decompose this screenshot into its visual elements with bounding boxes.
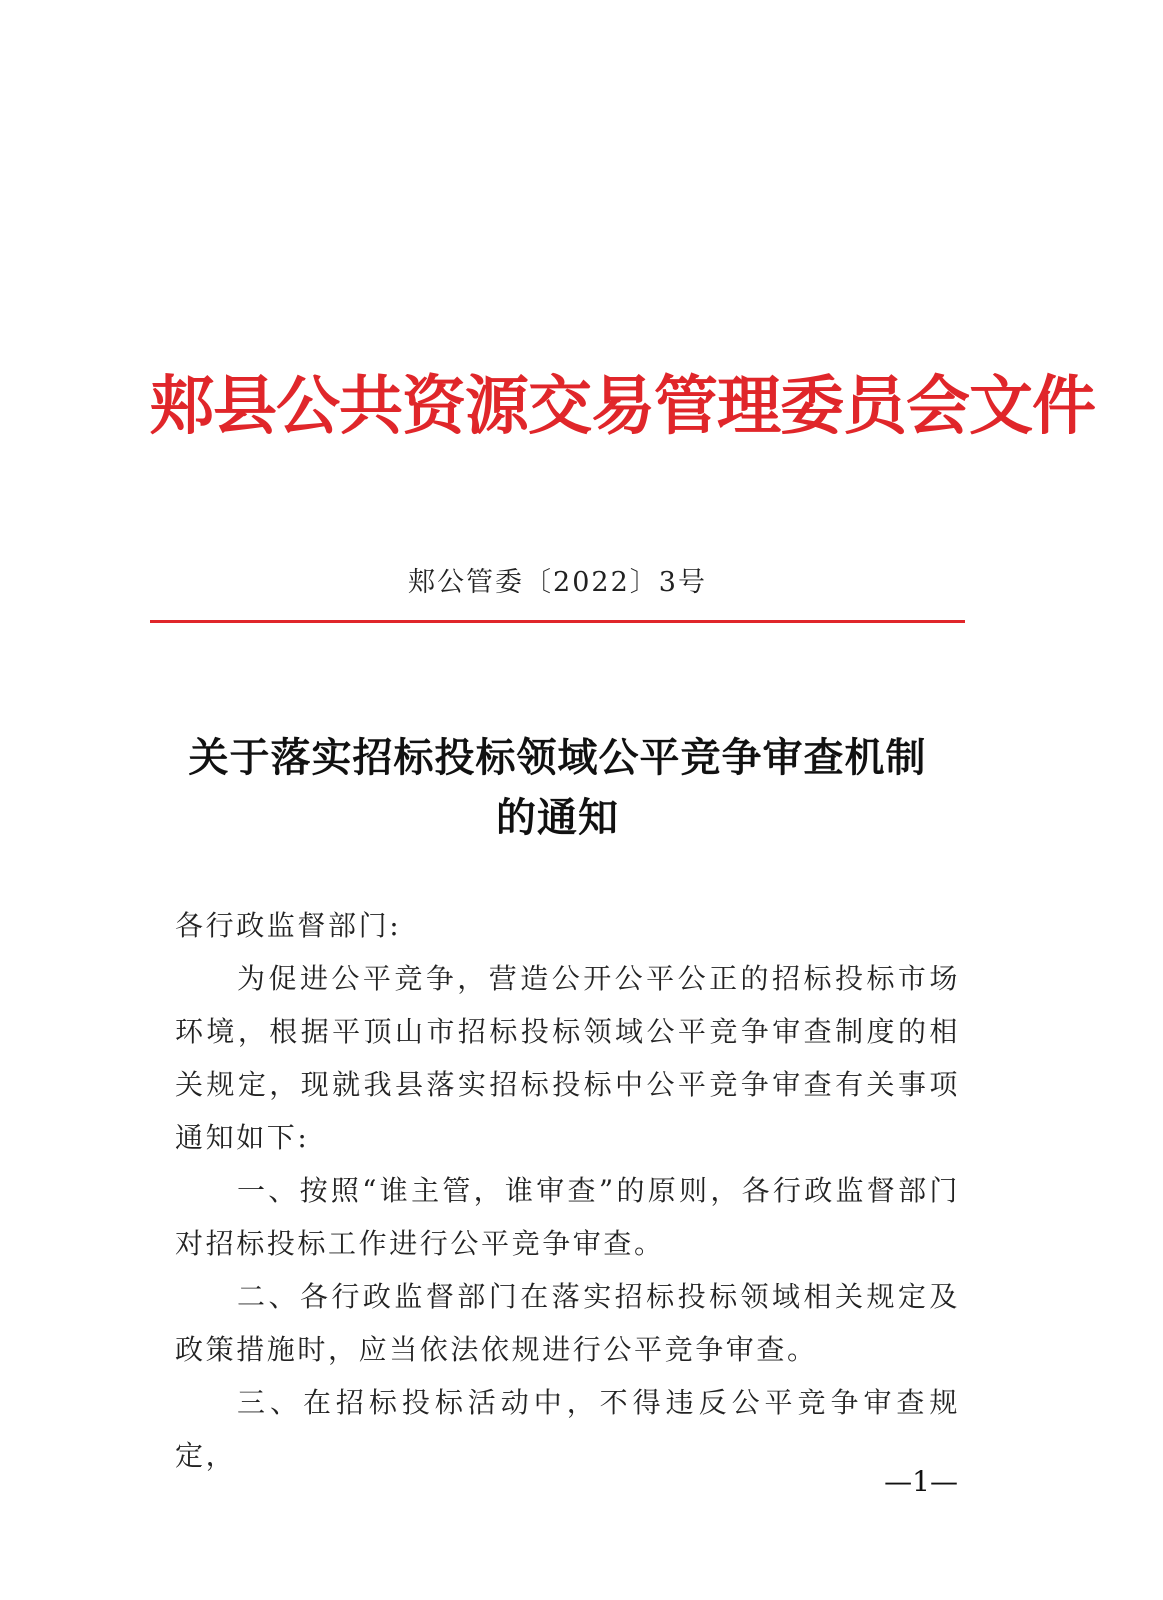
page-number: —1— [884,1465,958,1498]
red-divider-line [150,620,965,623]
issuer-header-title: 郏县公共资源交易管理委员会文件 [150,370,1095,444]
salutation: 各行政监督部门: [175,909,402,942]
notice-title-line-1: 关于落实招标投标领域公平竞争审查机制 [188,734,927,781]
body-text [175,900,960,1482]
document-number: 郏公管委〔2022〕3号 [408,567,707,598]
paragraph-item-3: 三、在招标投标活动中，不得违反公平竞争审查规定， [175,1386,960,1472]
notice-title-line-2: 的通知 [496,794,619,841]
notice-title [150,728,965,848]
paragraph-item-2: 二、各行政监督部门在落实招标投标领域相关规定及政策措施时，应当依法依规进行公平竞争审查。 [175,1280,960,1366]
paragraph-item-1: 一、按照“谁主管，谁审查”的原则，各行政监督部门对招标投标工作进行公平竞争审查。 [175,1174,960,1260]
paragraph-intro: 为促进公平竞争，营造公开公平公正的招标投标市场环境，根据平顶山市招标投标领域公平竞争审查制度的相关规定，现就我县落实招标投标中公平竞争审查有关事项通知如下: [175,962,960,1154]
